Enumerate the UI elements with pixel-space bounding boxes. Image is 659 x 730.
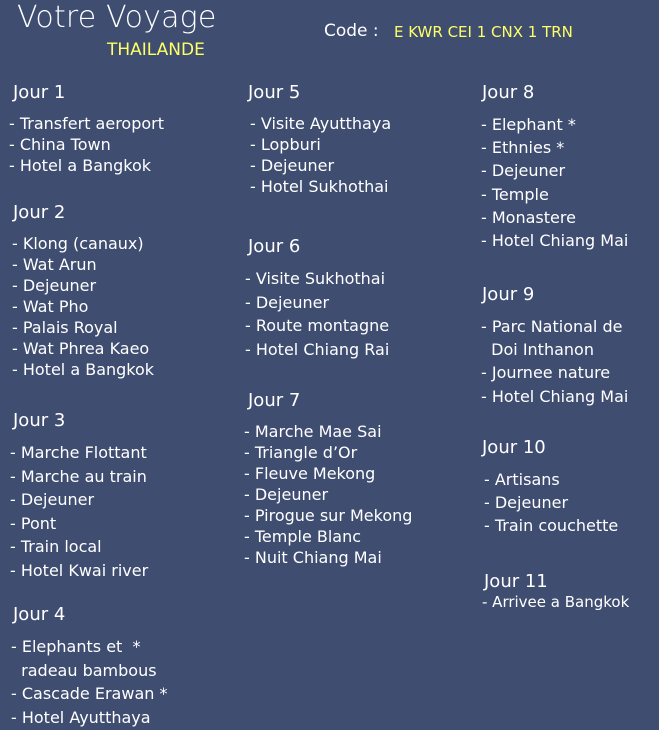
list-item: - Dejeuner — [250, 156, 335, 175]
day-3-block — [10, 410, 154, 582]
day-title: Jour 5 — [248, 82, 301, 103]
day-title: Jour 7 — [248, 390, 301, 411]
list-item: - Hotel Chiang Mai — [481, 231, 629, 251]
list-item: - Hotel Sukhothai — [250, 177, 389, 196]
list-item: - Journee nature — [481, 363, 611, 383]
list-item: - Lopburi — [250, 135, 321, 154]
list-item: - Palais Royal — [12, 318, 118, 337]
list-item: - Hotel Kwai river — [10, 560, 149, 580]
list-item: - Triangle d’Or — [244, 443, 358, 462]
list-item: - Hotel a Bangkok — [9, 156, 152, 175]
list-item: - Cascade Erawan * — [11, 684, 168, 703]
list-item: - Dejeuner — [484, 493, 569, 513]
day-title: Jour 11 — [484, 571, 548, 592]
day-5-block — [248, 82, 397, 197]
list-item: - Ethnies * — [481, 138, 565, 158]
list-item: - Dejeuner — [481, 161, 566, 181]
list-item: - Train local — [10, 537, 102, 556]
list-item: - Wat Phrea Kaeo — [12, 339, 150, 358]
list-item: - Marche Flottant — [10, 443, 147, 462]
day-title: Jour 10 — [482, 437, 546, 458]
list-item: - Wat Arun — [12, 255, 97, 274]
day-1-block — [9, 82, 170, 176]
list-item: - Marche Mae Sai — [244, 422, 382, 441]
country-subtitle: THAILANDE — [107, 40, 205, 60]
list-item: - Hotel a Bangkok — [12, 360, 155, 379]
list-item: - Dejeuner — [10, 490, 95, 509]
day-title: Jour 2 — [13, 202, 66, 223]
list-item: - Dejeuner — [12, 276, 97, 295]
list-item: - Route montagne — [245, 316, 390, 335]
list-item: - Pirogue sur Mekong — [244, 506, 413, 525]
list-item: - Visite Ayutthaya — [250, 114, 392, 133]
list-item: - Hotel Chiang Rai — [245, 339, 390, 359]
list-item: radeau bambous — [11, 660, 157, 680]
list-item: - Elephants et * — [11, 637, 141, 656]
code-value: E KWR CEI 1 CNX 1 TRN — [394, 23, 573, 41]
list-item: - Nuit Chiang Mai — [244, 548, 382, 567]
list-item: - Artisans — [484, 470, 560, 489]
day-4-block — [13, 604, 173, 729]
list-item: - Klong (canaux) — [12, 234, 144, 253]
day-11-block — [484, 571, 635, 612]
list-item: - Dejeuner — [245, 292, 330, 312]
list-item: - Marche au train — [10, 466, 147, 486]
list-item: - Monastere — [481, 207, 576, 227]
code-label: Code : — [324, 21, 379, 41]
list-item: - Visite Sukhothai — [245, 269, 386, 288]
list-item: - Transfert aeroport — [9, 114, 165, 133]
list-item: - Fleuve Mekong — [244, 464, 376, 483]
list-item: - Temple — [481, 184, 549, 204]
day-9-block — [482, 284, 634, 408]
day-8-block — [482, 82, 634, 252]
day-title: Jour 4 — [13, 604, 66, 625]
day-title: Jour 3 — [13, 410, 66, 431]
list-item: - China Town — [9, 135, 111, 154]
list-item: - Parc National de — [481, 317, 623, 336]
list-item: - Elephant * — [481, 115, 576, 134]
page-title: Votre Voyage — [17, 0, 217, 35]
list-item: - Arrivee a Bangkok — [482, 593, 630, 611]
list-item: - Dejeuner — [244, 485, 329, 504]
day-title: Jour 9 — [482, 284, 535, 305]
list-item: Doi Inthanon — [481, 340, 594, 360]
day-7-block — [244, 390, 418, 568]
list-item: - Hotel Ayutthaya — [11, 707, 151, 727]
day-title: Jour 6 — [248, 236, 301, 257]
list-item: - Pont — [10, 513, 57, 533]
day-6-block — [245, 236, 395, 361]
day-title: Jour 1 — [13, 82, 66, 103]
list-item: - Wat Pho — [12, 297, 89, 316]
list-item: - Temple Blanc — [244, 527, 362, 546]
list-item: - Hotel Chiang Mai — [481, 386, 629, 406]
list-item: - Train couchette — [484, 516, 619, 536]
day-title: Jour 8 — [482, 82, 535, 103]
day-2-block — [13, 202, 160, 380]
day-10-block — [482, 437, 624, 538]
